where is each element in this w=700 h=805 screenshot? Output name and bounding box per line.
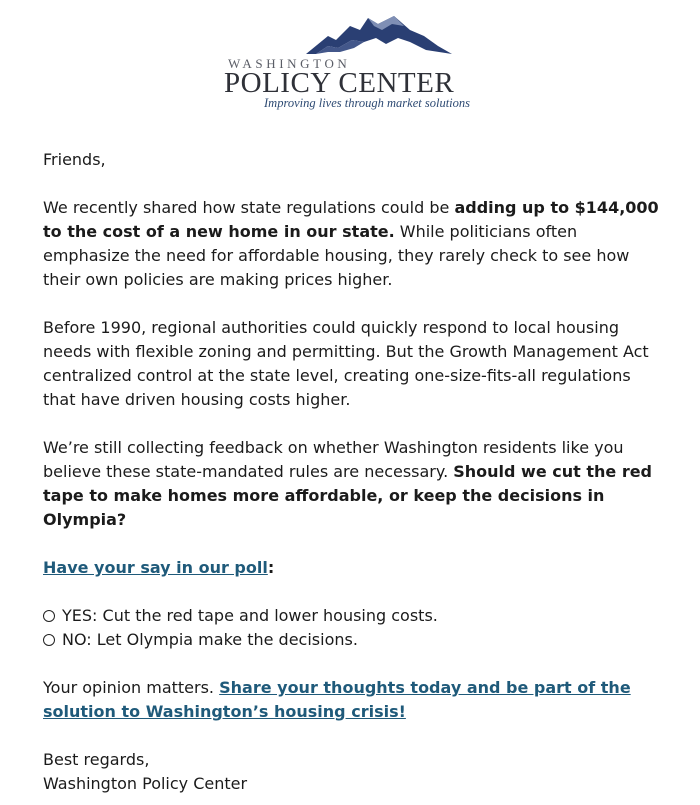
signature: Washington Policy Center [43, 774, 248, 793]
paragraph-feedback [43, 436, 663, 532]
paragraph-regulation-cost [43, 196, 663, 292]
poll-call-to-action [43, 556, 663, 580]
logo-top-text: WASHINGTON [228, 56, 351, 71]
paragraph-text: While politicians often emphasize the need for affordable housing, they rarely check to see how their own policies are making prices higher. [43, 222, 630, 289]
poll-options [43, 604, 663, 652]
radio-circle-icon [43, 634, 55, 646]
poll-option-label: NO: Let Olympia make the decisions. [62, 630, 358, 649]
paragraph-opinion [43, 676, 663, 724]
paragraph-growth-management: Before 1990, regional authorities could quickly respond to local housing needs with flexible zoning and permitting. But the Growth Management Act centralized control at the state level, creating one-size-fits-all regulations that have driven housing costs higher. [43, 318, 649, 409]
highlight-text: adding up to $144,000 to the cost of a new home in our state. [43, 198, 659, 241]
poll-option-no[interactable] [43, 628, 663, 652]
email-body [43, 148, 663, 796]
signature-block [43, 748, 663, 796]
greeting: Friends, [43, 150, 106, 169]
email-header [0, 0, 700, 130]
wpc-logo[interactable] [222, 14, 482, 114]
poll-colon: : [267, 558, 275, 577]
question-text: Should we cut the red tape to make homes more affordable, or keep the decisions in Olympia? [43, 462, 653, 529]
share-thoughts-link[interactable]: Share your thoughts today and be part of the solution to Washington’s housing crisis! [43, 678, 631, 721]
poll-option-label: YES: Cut the red tape and lower housing costs. [62, 606, 438, 625]
logo-tagline: Improving lives through market solutions [264, 96, 470, 110]
paragraph-text: Your opinion matters. [43, 678, 220, 697]
radio-circle-icon [43, 610, 55, 622]
poll-option-yes[interactable] [43, 604, 663, 628]
paragraph-text: We recently shared how state regulations could be [43, 198, 455, 217]
paragraph-text: We’re still collecting feedback on whether Washington residents like you believe these state-mandated rules are necessary. [43, 438, 624, 481]
signoff: Best regards, [43, 750, 150, 769]
poll-link[interactable]: Have your say in our poll [43, 558, 268, 577]
logo-main-text: POLICY CENTER [224, 67, 455, 99]
